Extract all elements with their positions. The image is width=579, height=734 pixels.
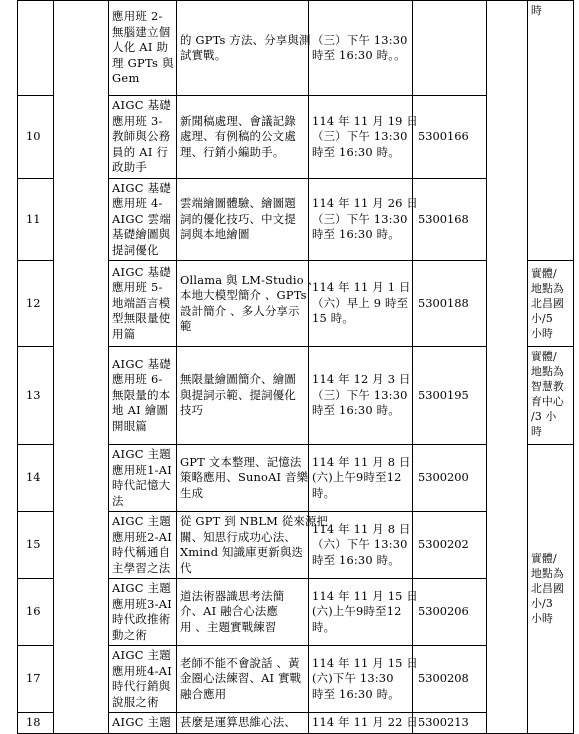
course-content-line: 處理、有例稿的公文處	[180, 129, 296, 143]
course-code: 5300202	[413, 512, 487, 579]
course-name-line: AIGC 主題	[112, 447, 172, 461]
course-datetime-line: 114 年 11 月 15 日	[312, 588, 419, 603]
course-name-line: 說服之術	[112, 694, 159, 709]
course-content	[177, 646, 309, 713]
course-datetime-line: 時至 16:30 時。	[312, 552, 400, 567]
row-number: 14	[18, 445, 54, 512]
course-name-line: 應用班 3-	[112, 113, 163, 128]
course-content	[177, 96, 309, 179]
note-cell-line: 地點為	[531, 365, 564, 378]
course-datetime-line: 114 年 11 月 19 日	[312, 113, 419, 128]
course-content-line: 老師不能不會說話 、黃	[180, 655, 300, 670]
note-cell-line: 實體/	[531, 267, 557, 280]
course-code: 5300208	[413, 646, 487, 713]
course-code: 5300200	[413, 445, 487, 512]
course-name-line: Gem	[112, 71, 140, 86]
course-content-line: GPT 文本整理、記憶法	[180, 454, 302, 469]
course-code: 5300166	[413, 96, 487, 179]
course-name	[109, 178, 177, 261]
course-datetime-line: （六）早上 9 時至	[312, 295, 409, 310]
course-code: 5300206	[413, 579, 487, 646]
course-datetime-line: 15 時。	[312, 311, 354, 326]
course-content-line: 生成	[180, 485, 204, 500]
course-name-line: AIGC 基礎	[112, 98, 172, 112]
note-cell-line: /3 小	[531, 410, 557, 423]
course-name-line: 應用班2-AI	[112, 529, 173, 544]
note-cell	[528, 261, 574, 347]
course-name-line: 用篇	[112, 326, 136, 341]
table-row	[18, 1, 574, 96]
course-name-line: AIGC 主題	[112, 514, 172, 528]
course-datetime-line: 114 年 12 月 3 日	[312, 372, 411, 387]
course-datetime-line: 時至 16:30 時。	[312, 403, 400, 418]
course-content-line: Ollama 與 LM-Studio 、	[180, 272, 320, 287]
course-name-line: AIGC 雲端	[112, 211, 172, 226]
course-name-line: 無腦建立個	[112, 24, 171, 39]
course-content	[177, 512, 329, 579]
course-content	[177, 579, 309, 646]
note-cell-line: 小時	[531, 327, 553, 340]
course-name-line: 理 GPTs 與	[112, 55, 174, 70]
course-datetime	[309, 347, 413, 445]
course-name-line: AIGC 基礎	[112, 264, 172, 279]
row-number	[18, 1, 54, 96]
course-name-line: 應用班 6-	[112, 372, 163, 387]
course-name-line: 時代記憶大	[112, 478, 171, 492]
course-name-line: 應用班3-AI	[112, 596, 173, 611]
course-datetime-line: 114 年 11 月 22 日	[312, 715, 419, 729]
course-name-line: AIGC 主題	[112, 715, 172, 729]
course-content-line: 介、AI 融合心法應	[180, 604, 279, 619]
course-name-line: 應用班1-AI	[112, 462, 173, 477]
note-cell	[528, 445, 574, 734]
course-name	[109, 579, 177, 646]
course-datetime-line: 114 年 11 月 15 日	[312, 655, 419, 670]
course-content-line: 詞的優化技巧、中文提	[180, 211, 296, 226]
course-content-line: 道法術器識思考法簡	[180, 588, 285, 603]
course-content-line: 用 、主題實戰練習	[180, 619, 277, 634]
note-cell-line: 小/3	[531, 597, 553, 611]
course-code	[413, 1, 487, 96]
course-name-line: 時代行銷與	[112, 679, 171, 693]
note-cell-line: 地點為	[531, 282, 564, 295]
course-name-line: 教師與公務	[112, 129, 171, 143]
course-datetime	[309, 445, 413, 512]
course-content-line: 的 GPTs 方法、分享與測	[180, 32, 311, 47]
course-name-line: 應用班 5-	[112, 280, 163, 295]
course-schedule-table	[17, 0, 574, 734]
course-datetime-line: （三）下午 13:30	[312, 32, 408, 47]
course-content-line: Xmind 知識庫更新與迭	[180, 545, 304, 559]
course-content-line: 無限量繪圖簡介、繪圖	[180, 372, 296, 387]
course-name	[109, 646, 177, 713]
course-datetime	[309, 579, 419, 646]
course-name-line: 應用班4-AI	[112, 663, 173, 678]
course-name-line: 政助手	[112, 160, 148, 174]
course-name-line: 人化 AI 助	[112, 40, 169, 55]
course-name-line: 無限量的本	[112, 387, 171, 402]
course-name-line: 應用班 2-	[112, 9, 163, 24]
course-datetime-line: 114 年 11 月 26 日	[312, 196, 419, 210]
course-name-line: 法	[112, 493, 124, 508]
course-content	[177, 347, 309, 445]
note-cell-line: 時	[531, 425, 542, 438]
course-datetime-line: 時至 16:30 時。	[312, 144, 400, 159]
note-cell-line: 實體/	[531, 552, 557, 566]
course-name-line: 地端語言模	[112, 295, 171, 310]
course-name-line: 應用班 4-	[112, 196, 163, 210]
course-name	[109, 713, 177, 734]
course-code: 5300195	[413, 347, 487, 445]
note-cell-line: 北昌國	[531, 582, 564, 596]
course-name-line: 提詞優化	[112, 242, 159, 257]
note-cell-line: 小/5	[531, 312, 553, 325]
course-name	[109, 96, 177, 179]
course-content	[177, 178, 309, 261]
course-content-line: 詞與本地繪圖	[180, 227, 250, 241]
course-datetime-line: (六)上午9時至12	[312, 604, 402, 619]
row-number: 16	[18, 579, 54, 646]
note-cell-line: 時	[531, 4, 542, 17]
course-content	[177, 445, 309, 512]
note-cell	[528, 347, 574, 445]
hours-cell	[487, 1, 528, 734]
course-content-line: 範	[180, 319, 192, 333]
course-content-line: 與提詞示範、提詞優化	[180, 387, 296, 402]
course-datetime-line: (六)上午9時至12	[312, 470, 402, 485]
course-content-line: 技巧	[180, 403, 204, 418]
course-datetime-line: 時至 16:30 時。	[312, 227, 400, 241]
course-name-line: 基礎繪圖與	[112, 227, 171, 241]
course-datetime	[309, 178, 419, 261]
course-datetime-line: 時。	[312, 619, 336, 634]
course-name-line: 開眼篇	[112, 418, 148, 433]
course-datetime-line: 時。	[312, 485, 336, 500]
course-name-line: 時代稱通自	[112, 545, 171, 559]
course-content-line: 試實戰。	[180, 48, 227, 62]
course-datetime	[309, 261, 413, 347]
row-number: 10	[18, 96, 54, 179]
row-number: 15	[18, 512, 54, 579]
course-datetime-line: （三）下午 13:30	[312, 211, 408, 226]
course-datetime-line: （六）下午 13:30	[312, 537, 408, 552]
course-content	[177, 713, 309, 734]
course-content	[177, 261, 320, 347]
course-name-line: 動之術	[112, 627, 148, 642]
course-datetime-line: （三）下午 13:30	[312, 129, 408, 143]
note-cell	[528, 1, 574, 261]
course-datetime-line: (六)下午 13:30	[312, 671, 394, 686]
course-content-line: 策略應用、SunoAI 音樂	[180, 470, 309, 485]
course-content-line: 本地大模型簡介 、GPTs	[180, 288, 307, 302]
course-name-line: AIGC 基礎	[112, 180, 172, 195]
course-content-line: 代	[180, 560, 192, 575]
row-number: 12	[18, 261, 54, 347]
course-content-line: 關、知思行成功心法、	[180, 529, 296, 544]
course-name	[109, 445, 177, 512]
course-content-line: 金圈心法練習、AI 實戰	[180, 671, 302, 686]
row-number: 13	[18, 347, 54, 445]
course-datetime-line: 時至 16:30 時。。	[312, 48, 406, 62]
row-number: 11	[18, 178, 54, 261]
row-number: 17	[18, 646, 54, 713]
note-cell-line: 地點為	[531, 567, 564, 581]
course-datetime-line: 114 年 11 月 8 日	[312, 454, 411, 469]
course-datetime-line: （三）下午 13:30	[312, 387, 408, 402]
course-content-line: 設計簡介 、多人分享示	[180, 303, 300, 318]
course-datetime	[309, 646, 419, 713]
course-datetime	[309, 713, 419, 734]
course-name	[109, 1, 177, 96]
course-code: 5300213	[413, 713, 487, 734]
course-name-line: 地 AI 繪圖	[112, 403, 169, 418]
category-cell	[54, 1, 109, 734]
note-cell-line: 育中心	[531, 395, 564, 408]
course-content	[177, 1, 309, 96]
course-content-line: 甚麼是運算思維心法、	[180, 715, 296, 729]
course-datetime-line: 時至 16:30 時。	[312, 686, 400, 701]
course-name-line: 員的 AI 行	[112, 144, 169, 159]
course-name	[109, 261, 177, 347]
course-content-line: 新聞稿處理、會議記錄	[180, 113, 296, 128]
course-name-line: 時代政推術	[112, 612, 171, 626]
course-code: 5300188	[413, 261, 487, 347]
course-datetime	[309, 96, 419, 179]
note-cell-line: 智慧教	[531, 380, 564, 393]
course-name-line: 主學習之法	[112, 560, 171, 575]
course-content-line: 融合應用	[180, 686, 227, 701]
note-cell-line: 實體/	[531, 350, 557, 363]
course-code: 5300168	[413, 178, 487, 261]
course-datetime	[309, 512, 413, 579]
course-name-line: AIGC 基礎	[112, 356, 172, 371]
course-content-line: 雲端繪圖體驗、繪圖題	[180, 196, 296, 210]
course-name-line: AIGC 主題	[112, 581, 172, 595]
course-content-line: 理、行銷小編助手。	[180, 144, 285, 159]
course-datetime-line: 114 年 11 月 1 日	[312, 280, 411, 295]
course-name-line: 型無限量使	[112, 311, 171, 326]
course-datetime	[309, 1, 413, 96]
course-datetime-line: 114 年 11 月 8 日	[312, 521, 411, 536]
note-cell-line: 北昌國	[531, 297, 564, 310]
course-name	[109, 512, 177, 579]
course-content-line: 從 GPT 到 NBLM 從來源把	[180, 514, 329, 528]
course-name-line: AIGC 主題	[112, 648, 172, 662]
course-name	[109, 347, 177, 445]
note-cell-line: 小時	[531, 612, 553, 626]
row-number: 18	[18, 713, 54, 734]
